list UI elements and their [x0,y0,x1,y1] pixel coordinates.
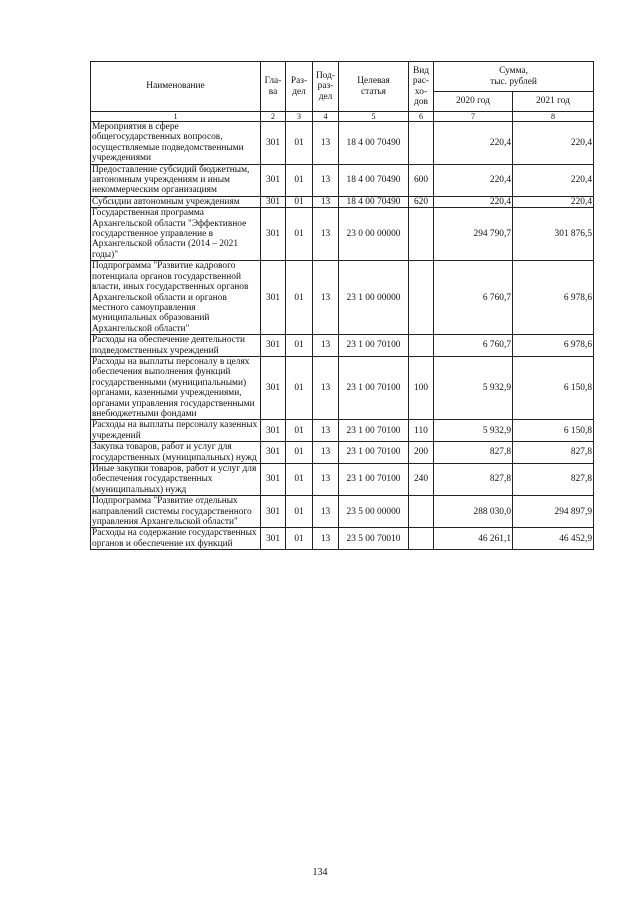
row-podrazdel: 13 [313,196,339,207]
row-target: 23 5 00 00000 [339,496,409,528]
table-row [91,261,594,335]
row-target: 23 1 00 70100 [339,356,409,419]
row-glava: 301 [261,420,286,442]
row-amount-2020: 6 760,7 [434,335,513,357]
row-razdel: 01 [286,196,313,207]
row-amount-2020: 827,8 [434,442,513,464]
table-row [91,122,594,165]
row-glava: 301 [261,496,286,528]
row-podrazdel: 13 [313,442,339,464]
table-row [91,356,594,419]
row-name: Государственная программа Архангельской области "Эффективное государственное управление в Архангельской области (2014 – 2021 годы)" [91,208,261,261]
row-amount-2020: 220,4 [434,196,513,207]
row-amount-2021: 294 897,9 [513,496,594,528]
row-podrazdel: 13 [313,356,339,419]
header-name: Наименование [91,62,261,112]
row-name: Подпрограмма "Развитие отдельных направлений системы государственного управления Архангельской области" [91,496,261,528]
header-target: Целевая статья [339,62,409,112]
row-vid: 200 [409,442,434,464]
row-target: 23 1 00 70100 [339,420,409,442]
row-name: Подпрограмма "Развитие кадрового потенциала органов государственной власти, иных государственных органов Архангельской области и органов местного самоуправления муниципальных образований Архангельской области" [91,261,261,335]
header-2020: 2020 год [434,92,513,112]
row-razdel: 01 [286,122,313,165]
row-vid [409,335,434,357]
row-podrazdel: 13 [313,208,339,261]
row-vid [409,122,434,165]
row-amount-2021: 220,4 [513,196,594,207]
table-row [91,335,594,357]
row-vid: 240 [409,464,434,496]
row-target: 18 4 00 70490 [339,164,409,196]
row-name: Предоставление субсидий бюджетным, автономным учреждениям и иным некоммерческим организациям [91,164,261,196]
row-name: Иные закупки товаров, работ и услуг для обеспечения государственных (муниципальных) нужд [91,464,261,496]
row-podrazdel: 13 [313,464,339,496]
row-amount-2021: 827,8 [513,442,594,464]
row-glava: 301 [261,464,286,496]
row-razdel: 01 [286,496,313,528]
row-amount-2021: 220,4 [513,164,594,196]
budget-table [90,61,594,550]
row-name: Субсидии автономным учреждениям [91,196,261,207]
row-glava: 301 [261,442,286,464]
row-glava: 301 [261,528,286,550]
row-amount-2021: 827,8 [513,464,594,496]
row-target: 18 4 00 70490 [339,196,409,207]
row-name: Расходы на обеспечение деятельности подведомственных учреждений [91,335,261,357]
column-number: 1 [91,112,261,122]
row-podrazdel: 13 [313,528,339,550]
header-vid: Вид рас- хо- дов [409,62,434,112]
row-target: 23 1 00 70100 [339,335,409,357]
row-razdel: 01 [286,356,313,419]
column-number: 4 [313,112,339,122]
header-razdel: Раз- дел [286,62,313,112]
row-amount-2021: 6 978,6 [513,261,594,335]
row-name: Расходы на содержание государственных органов и обеспечение их функций [91,528,261,550]
row-amount-2021: 6 150,8 [513,356,594,419]
row-amount-2020: 827,8 [434,464,513,496]
row-target: 18 4 00 70490 [339,122,409,165]
row-target: 23 1 00 00000 [339,261,409,335]
row-podrazdel: 13 [313,122,339,165]
table-row [91,528,594,550]
row-amount-2021: 6 150,8 [513,420,594,442]
row-vid [409,496,434,528]
row-glava: 301 [261,356,286,419]
row-vid: 100 [409,356,434,419]
page-number: 134 [312,867,328,878]
row-glava: 301 [261,196,286,207]
row-vid: 620 [409,196,434,207]
row-amount-2020: 46 261,1 [434,528,513,550]
row-vid [409,208,434,261]
row-razdel: 01 [286,442,313,464]
table-row [91,420,594,442]
row-amount-2021: 301 876,5 [513,208,594,261]
row-glava: 301 [261,164,286,196]
row-target: 23 0 00 00000 [339,208,409,261]
column-number: 7 [434,112,513,122]
header-glava: Гла- ва [261,62,286,112]
row-amount-2020: 5 932,9 [434,356,513,419]
row-name: Закупка товаров, работ и услуг для государственных (муниципальных) нужд [91,442,261,464]
row-name: Мероприятия в сфере общегосударственных вопросов, осуществляемые подведомственными учреждениями [91,122,261,165]
row-amount-2021: 46 452,9 [513,528,594,550]
row-glava: 301 [261,261,286,335]
table-row [91,164,594,196]
row-name: Расходы на выплаты персоналу в целях обеспечения выполнения функций государственными (муниципальными) органами, казенными учреждениями, органами управления государственными внебюджетными фондами [91,356,261,419]
column-number: 3 [286,112,313,122]
row-target: 23 1 00 70100 [339,464,409,496]
column-number: 5 [339,112,409,122]
row-razdel: 01 [286,164,313,196]
row-razdel: 01 [286,528,313,550]
row-amount-2021: 220,4 [513,122,594,165]
row-amount-2020: 294 790,7 [434,208,513,261]
row-podrazdel: 13 [313,335,339,357]
row-vid [409,528,434,550]
row-target: 23 1 00 70100 [339,442,409,464]
table-row [91,442,594,464]
header-summa: Сумма, тыс. рублей [434,62,594,92]
row-razdel: 01 [286,420,313,442]
row-amount-2020: 220,4 [434,164,513,196]
row-amount-2020: 220,4 [434,122,513,165]
row-amount-2020: 5 932,9 [434,420,513,442]
row-podrazdel: 13 [313,164,339,196]
row-razdel: 01 [286,208,313,261]
table-row [91,464,594,496]
header-2021: 2021 год [513,92,594,112]
row-glava: 301 [261,208,286,261]
column-number: 8 [513,112,594,122]
row-glava: 301 [261,335,286,357]
row-podrazdel: 13 [313,496,339,528]
row-podrazdel: 13 [313,420,339,442]
header-podrazdel: Под- раз- дел [313,62,339,112]
row-razdel: 01 [286,335,313,357]
table-row [91,496,594,528]
row-name: Расходы на выплаты персоналу казенных учреждений [91,420,261,442]
column-number: 2 [261,112,286,122]
row-amount-2020: 288 030,0 [434,496,513,528]
row-glava: 301 [261,122,286,165]
table-row [91,196,594,207]
column-number: 6 [409,112,434,122]
table-body [91,122,594,550]
row-podrazdel: 13 [313,261,339,335]
row-vid: 600 [409,164,434,196]
table-row [91,208,594,261]
row-razdel: 01 [286,261,313,335]
row-vid: 110 [409,420,434,442]
row-amount-2020: 6 760,7 [434,261,513,335]
row-vid [409,261,434,335]
row-target: 23 5 00 70010 [339,528,409,550]
row-amount-2021: 6 978,6 [513,335,594,357]
row-razdel: 01 [286,464,313,496]
column-numbers-row [91,112,594,122]
